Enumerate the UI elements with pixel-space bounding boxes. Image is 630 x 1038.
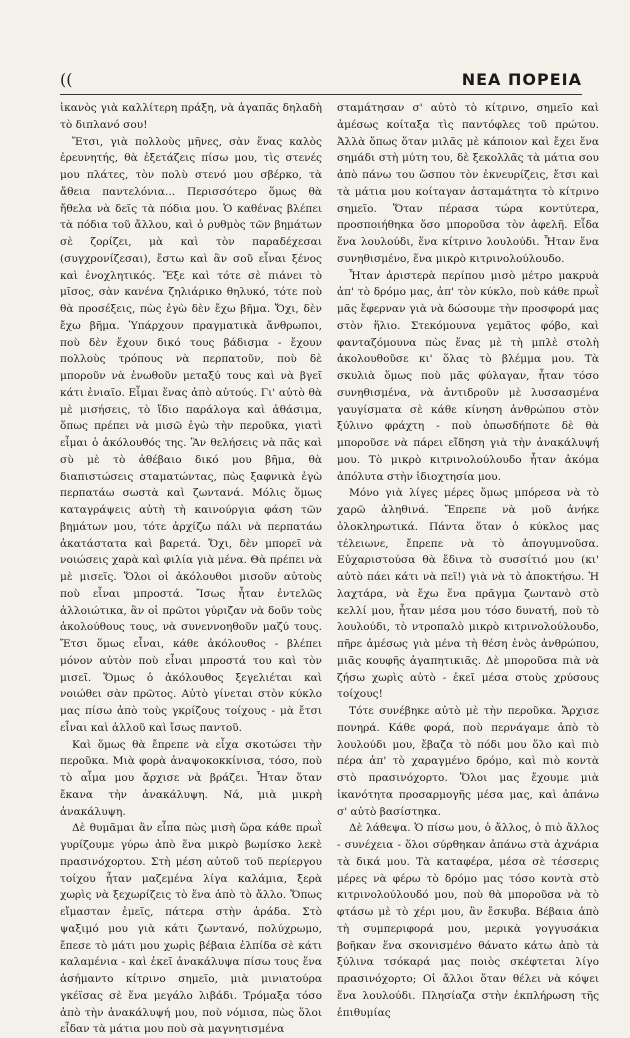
paragraph: ἱκανὸς γιὰ καλλίτερη πράξη, νὰ ἀγαπᾶς δηλαδὴ τὸ διπλανό σου! xyxy=(60,102,322,131)
paragraph: Ἔτσι, γιὰ πολλοὺς μῆνες, σὰν ἕνας καλὸς ἐρευνητής, θὰ ἐξετάζεις πίσω μου, τὶς στενές μου πλάτες, τὸν πολὺ στενό μου σβέρκο, τὰ ἄθεια παντελόνια... Περισσότερο ὅμως θὰ ἤθελα νὰ δεῖς τὰ πόδια μου. Ὁ καθένας βλέπει τὰ πόδια τοῦ ἄλλου, καὶ ὁ ρυθμὸς τῶν βημάτων σὲ ζορίζει, μὰ καὶ τὸν παραδέχεσαι (συγχρονίζεσαι), ἔστω καὶ ἂν σοῦ εἶναι ξένος καὶ ἐνοχλητικός. Ἔξε καὶ τότε σὲ πιάνει τὸ μῖσος, σὰν κανένα ζηλιάρικο θηλυκό, τότε ποὺ θὰ προσέξεις, πὼς ἐγὼ δὲν ἔχω βῆμα. Ὄχι, δὲν ἔχω βῆμα. Ὑπάρχουν πραγματικὰ ἄνθρωποι, ποὺ δὲν ἔχουν δικό τους βάδισμα - ἔχουν πολλοὺς τρόπους νὰ περπατοῦν, ποὺ δὲ μποροῦν νὰ ἑνωθοῦν μεταξύ τους καὶ νὰ βγεῖ κάτι ἑνιαῖο. Εἶμαι ἕνας ἀπὸ αὐτούς. Γι' αὐτὸ θὰ μὲ μισήσεις, τὸ ἴδιο παράλογα καὶ ἀθάσιμα, ὅπως πρέπει νὰ μισῶ ἐγὼ τὴν περοῦκα, γιατὶ εἶμαι ὁ ἀκόλουθός της. Ἂν θελήσεις νὰ πᾶς καὶ σὺ μὲ τὸ ἀθέβαιο δικό μου βῆμα, θὰ διαπιστώσεις σταματώντας, πὼς ξαφνικὰ ἐγὼ περπατάω σωστὰ καὶ ζωντανά. Μόλις ὅμως καταγράψεις αὐτὴ τὴ καινούργια φάση τῶν βημάτων μου, τότε ἀρχίζω πάλι νὰ περπατάω ἀκατάστατα καὶ βαρετά. Ὄχι, δὲν μπορεῖ νὰ νοιώσεις χαρὰ καὶ φιλία γιὰ μένα. Θὰ πρέπει νὰ μὲ μισεῖς. Ὅλοι οἱ ἀκόλουθοι μισοῦν αὐτοὺς ποὺ εἶναι μπροστά. Ἴσως ἦταν ἐντελῶς ἀλλοιώτικα, ἂν οἱ πρῶτοι γύριζαν νὰ δοῦν τοὺς ἀκολούθους τους, νὰ συνεννοηθοῦν μαζύ τους. Ἔτσι ὅμως εἶναι, κάθε ἀκόλουθος - βλέπει μόνον αὐτὸν ποὺ εἶναι μπροστά του καὶ τὸν μισεῖ. Ὅμως ὁ ἀκόλουθος ξεγελιέται καὶ νοιώθει σὰν πρῶτος. Αὐτὸ γίνεται στὸν κύκλο μας πίσω ἀπὸ τοὺς γκρίζους τοίχους - μὰ ἔτσι εἶναι καὶ ἀλλοῦ καὶ ἴσως παντοῦ. xyxy=(60,135,322,734)
paragraph: Ἦταν ἀριστερὰ περίπου μισὸ μέτρο μακρυὰ ἀπ' τὸ δρόμο μας, ἀπ' τὸν κύκλο, ποὺ κάθε πρωῒ μᾶς ἔφερναν γιὰ νὰ δώσουμε τὴν προσφορά μας στὸν ἥλιο. Στεκόμουνα γεμᾶτος φόβο, καὶ φανταζόμουνα πὼς ἕνας μὲ τὴ μπλὲ στολὴ ἀκολουθοῦσε κι' ὅλας τὸ βλέμμα μου. Τὰ σκυλιὰ ὅμως ποὺ μᾶς φύλαγαν, ἦταν τόσο συνηθισμένα, νὰ ἀντιδροῦν μὲ λυσσασμένα γαυγίσματα σὲ κάθε κίνηση ἀνθρώπου στὸν ξύλινο φράχτη - ποὺ ὁπωσδήποτε δὲ θὰ μποροῦσε νὰ πάρει εἴδηση γιὰ τὴν ἀνακάλυψή μου. Τὸ μικρὸ κιτρινολούλουδο ἦταν ἀκόμα ἀπόλυτα στὴν ἰδιοχτησία μου. xyxy=(337,269,599,483)
page-header xyxy=(60,70,582,95)
right-text-column xyxy=(337,100,599,1019)
paragraph: Καὶ ὅμως θὰ ἔπρεπε νὰ εἶχα σκοτώσει τὴν περοῦκα. Μιὰ φορὰ ἀναψοκοκκίνισα, τόσο, ποὺ τὸ αἷμα μου ἄρχισε νὰ βράζει. Ἦταν ὅταν ἔκανα τὴν ἀνακάλυψη. Νά, μιὰ μικρὴ ἀνακάλυψη. xyxy=(60,738,322,818)
page-number: (( xyxy=(60,70,73,89)
journal-title: ΝΕΑ ΠΟΡΕΙΑ xyxy=(461,70,582,89)
left-text-column xyxy=(60,100,322,1036)
paragraph: Τότε συνέβηκε αὐτὸ μὲ τὴν περοῦκα. Ἄρχισε πονηρά. Κάθε φορά, ποὺ περνάγαμε ἀπὸ τὸ λουλούδι μου, ἔβαζα τὸ πόδι μου ὅλο καὶ πιὸ πέρα ἀπ' τὸ χαραγμένο δρόμο, καὶ πιὸ κοντὰ στὸ πρασινόχορτο. Ὅλοι μας ἔχουμε μιὰ ἱκανότητα προσαρμογῆς μέσα μας, καὶ ἀπάνω σ' αὐτὸ βασίστηκα. xyxy=(337,705,599,818)
paragraph: Μόνο γιὰ λίγες μέρες ὅμως μπόρεσα νὰ τὸ χαρῶ ἀληθινά. Ἔπρεπε νὰ μοῦ ἀνήκε ὁλοκληρωτικά. Πάντα ὅταν ὁ κύκλος μας τέλειωνε, ἔπρεπε νὰ τὸ ἀπογυμνοῦσα. Εὐχαριστούσα θὰ ἔδινα τὸ συσσίτιό μου (κι' αὐτὸ πάει κάτι νὰ πεῖ!) γιὰ νὰ τὸ ἀποκτήσω. Ἡ λαχτάρα, νὰ ἔχω ἕνα πρᾶγμα ζωντανὸ στὸ κελλί μου, ἦταν μέσα μου τόσο δυνατή, ποὺ τὸ λουλούδι, τὸ ντροπαλὸ μικρὸ κιτρινολούλουδο, πῆρε ἀμέσως γιὰ μένα τὴ θέση ἑνὸς ἀνθρώπου, μιᾶς κουφῆς ἀγαπητικιᾶς. Δὲ μποροῦσα πιὰ νὰ ζήσω χωρὶς αὐτὸ - ἐκεῖ μέσα στοὺς χρύσους τοίχους! xyxy=(337,487,599,701)
paragraph: Δὲ θυμᾶμαι ἂν εἶπα πὼς μισὴ ὥρα κάθε πρωῒ γυρίζουμε γύρω ἀπὸ ἕνα μικρὸ βωμίσκο λεκὲ πρασινόχορτου. Στὴ μέση αὐτοῦ τοῦ περίεργου τοίχου ἦταν μαζεμένα λίγα καλάμια, ξερὰ χωρὶς νὰ ξεχωρίζεις τὸ ἕνα ἀπὸ τὸ ἄλλο. Ὅπως εἴμασταν ἐμεῖς, πάτερα στὴν ἀράδα. Στὸ ψαξιμό μου γιὰ κάτι ζωντανό, πολύχρωμο, ἔπεσε τὸ μάτι μου χωρὶς βέβαια ἐλπίδα σὲ κάτι καλαμένια - καὶ ἐκεῖ ἀνακάλυψα πίσω τους ἕνα ἀσήμαντο κίτρινο σημεῖο, μιὰ μινιατούρα γκέϊσας σὲ ἕνα μεγάλο λιβάδι. Τρόμαξα τόσο ἀπὸ τὴν ἀνακάλυψή μου, ποὺ νόμισα, πὼς ὅλοι εἶδαν τὰ μάτια μου ποὺ σὰ μαγνητισμένα xyxy=(60,822,322,1036)
paragraph: Δὲ λάθεψα. Ὁ πίσω μου, ὁ ἄλλος, ὁ πιὸ ἄλλος - συνέχεια - ὅλοι σύρθηκαν ἀπάνω στὰ ἀχνάρια τὰ δικά μου. Τὰ καταφέρα, μέσα σὲ τέσσερις μέρες νὰ φέρω τὸ δρόμο μας τόσο κοντὰ στὸ κιτρινολούλουδό μου, ποὺ θὰ μποροῦσα νὰ τὸ φτάσω μὲ τὸ χέρι μου, ἂν ἔσκυβα. Βέβαια ἀπὸ τὴ συμπεριφορά μου, μερικὰ γογγυσάκια βοῆκαν ἕνα σκονισμένο θάνατο κάτω ἀπὸ τὰ ξύλινα τσόκαρά μας ποιὸς σκέφτεται λίγο πρασινόχορτο; Οἱ ἄλλοι ὅταν θέλει νὰ κόψει ἕνα λουλούδι. Πλησίαζα στὴν ἐκπλήρωση τῆς ἐπιθυμίας xyxy=(337,822,599,1019)
paragraph: σταμάτησαν σ' αὐτὸ τὸ κίτρινο, σημεῖο καὶ ἀμέσως κοίταξα τὶς παντόφλες τοῦ πρώτου. Ἀλλὰ ὅπως ὅταν μιλᾶς μὲ κάποιον καὶ ἔχει ἕνα σημάδι στὴ μύτη του, δὲ ξεκολλᾶς τὰ μάτια σου ἀπὸ πάνω του ὥσπου τὸν ἐκνευρίζεις, ἔτσι καὶ τὰ μάτια μου κοίταγαν ἀσταμάτητα τὸ κίτρινο σημεῖο. Ὅταν πέρασα τώρα κοντύτερα, προσποιήθηκα ὅσο μποροῦσα τὸν ἀφελῆ. Εἶδα ἕνα λουλούδι, ἕνα κίτρινο λουλούδι. Ἦταν ἕνα συνηθισμένο, ἕνα μικρὸ κιτρινολούλουδο. xyxy=(337,102,599,265)
